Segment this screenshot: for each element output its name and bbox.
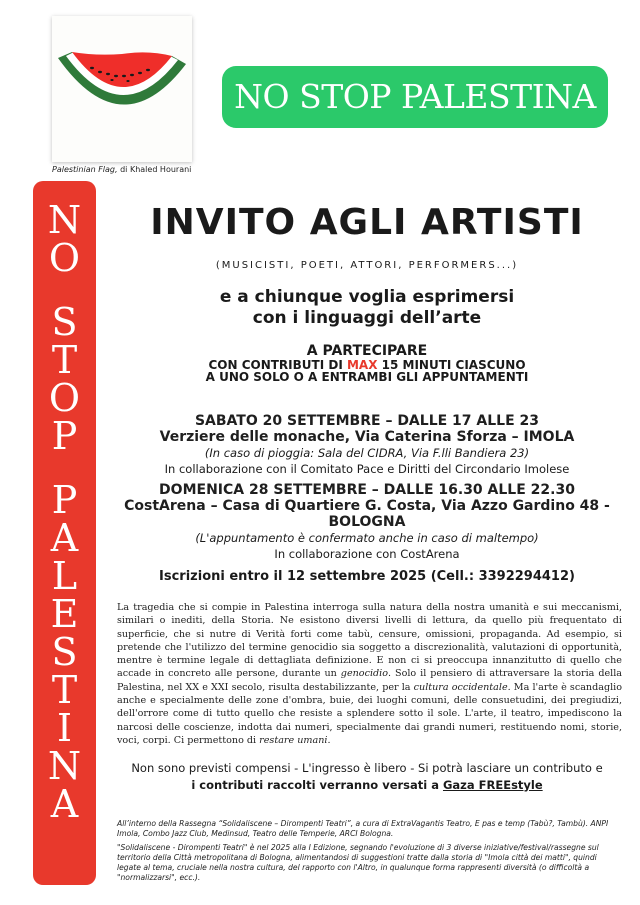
event-place: Verziere delle monache, Via Caterina Sforza – IMOLA [159,429,575,445]
vertical-letter: O [48,376,81,420]
page-title: INVITO AGLI ARTISTI [150,202,584,243]
body-emphasis-1: genocidio [340,668,388,680]
vertical-letter: N [47,198,82,242]
registration-info: Iscrizioni entro il 12 settembre 2025 (Cell.: 3392294412) [159,569,575,584]
participation-line-3: A UNO SOLO O A ENTRAMBI GLI APPUNTAMENTI [205,370,529,384]
body-part-2: . Solo il pensiero di attraversare la storia della Palestina, nel XX e XXI secolo, risulta destabilizzante, per la [117,668,622,693]
max-highlight: MAX [346,358,378,372]
closing-note [112,760,622,794]
body-end: . [327,734,331,746]
participation-pre: CON CONTRIBUTI DI [208,358,347,372]
vertical-letter: S [51,300,78,344]
event-rain-note: (In caso di pioggia: Sala del CIDRA, Via F.lli Bandiera 23) [204,446,530,460]
event-collaboration: In collaborazione con CostArena [274,547,460,561]
footer-note-1: All’interno della Rassegna “Solidaliscene – Dirompenti Teatri”, a cura di ExtraVagantis Teatro, E pas e temp (Tabù?, Tambù). ANPI Imola, Combo Jazz Club, Medinsud, Teatro delle Temperie, ARCI Bologna. [117,819,609,838]
invitation-line-2: con i linguaggi dell’arte [252,308,482,328]
vertical-letter: T [51,338,78,382]
vertical-letter: P [51,478,78,522]
event-imola [112,413,622,477]
gaza-freestyle-link[interactable]: Gaza FREEstyle [442,778,543,792]
event-bologna [112,482,622,562]
watermelon-slice-icon [52,16,192,162]
event-weather-note: (L'appuntamento è confermato anche in caso di maltempo) [195,531,539,545]
caption-title: Palestinian Flag, [52,165,118,174]
event-place-line-2: BOLOGNA [328,514,406,530]
body-paragraph [117,601,622,747]
vertical-letter: N [47,744,82,788]
invitation-text [112,287,622,329]
vertical-letter: I [56,706,72,750]
vertical-banner [33,181,96,885]
no-stop-palestina-banner: NO STOP PALESTINA [222,66,608,128]
artwork-image [52,16,192,162]
vertical-letter: E [50,592,79,636]
body-emphasis-3: restare umani [259,734,328,746]
vertical-letter: A [50,782,79,826]
event-collaboration: In collaborazione con il Comitato Pace e Diritti del Circondario Imolese [164,462,570,476]
participation-heading: A PARTECIPARE [306,343,428,359]
body-emphasis-2: cultura occidentale [413,681,508,693]
vertical-letter: A [50,516,79,560]
caption-author: di Khaled Hourani [117,165,192,174]
event-place-line-1: CostArena – Casa di Quartiere G. Costa, Via Azzo Gardino 48 - [124,498,610,514]
participation-block [112,345,622,383]
body-part-1: La tragedia che si compie in Palestina interroga sulla natura della nostra umanità e sui meccanismi, similari o inediti, della Storia. Ne esistono diversi livelli di lettura, da quello più frequentato di superficie, che si nutre di Verità forti come tabù, censure, omissioni, propaganda. Ad esempio, si pretende che l'utilizzo del termine genocidio sia soggetto a discrezionalità, valutazioni di opportunità, mentre è termine legale di dettagliata definizione. E non ci si preoccupa innanzitutto di quello che accade in concreto alle persone, durante un [117,602,622,680]
closing-pre: i contributi raccolti verranno versati a [191,778,443,792]
image-caption [52,165,202,174]
footer-note-2: "Solidaliscene - Dirompenti Teatri" è nel 2025 alla I Edizione, segnando l'evoluzione di 3 diverse iniziative/festival/rassegne sul territorio della Città metropolitana di Bologna, alimentandosi di suggestioni tratte dalla storia di "Imola città dei matti", quindi legate al tema, cruciale nella nostra cultura, del rapporto con l'Altro, in qualunque forma rappresenti diversità (o difficoltà a "normalizzarsi", ecc.). [117,843,599,882]
vertical-letter: L [51,554,78,598]
page-subtitle: (MUSICISTI, POETI, ATTORI, PERFORMERS...) [215,260,519,271]
invitation-line-1: e a chiunque voglia esprimersi [219,287,515,307]
vertical-letter: P [51,414,78,458]
vertical-letter: O [48,236,81,280]
closing-line-1: Non sono previsti compensi - L'ingresso è libero - Si potrà lasciare un contributo e [131,761,603,775]
event-date: SABATO 20 SETTEMBRE – DALLE 17 ALLE 23 [194,413,540,429]
body-part-3: . Ma l'arte è scandaglio anche e specialmente delle zone d'ombra, buie, dei luoghi comuni, delle consuetudini, dei pregiudizi, dell'orrore come di tutto quello che resiste a splendere sotto il sole. L'arte, il teatro, impediscono la narcosi delle coscienze, indotta dai numeri, specialmente dai grandi numeri, restituendo nomi, storie, voci, corpi. Ci permettono di [117,681,623,746]
vertical-letter: S [51,630,78,674]
event-date: DOMENICA 28 SETTEMBRE – DALLE 16.30 ALLE 22.30 [159,482,575,498]
participation-post: 15 MINUTI CIASCUNO [377,358,526,372]
vertical-letter: T [51,668,78,712]
closing-line-2 [112,777,622,794]
